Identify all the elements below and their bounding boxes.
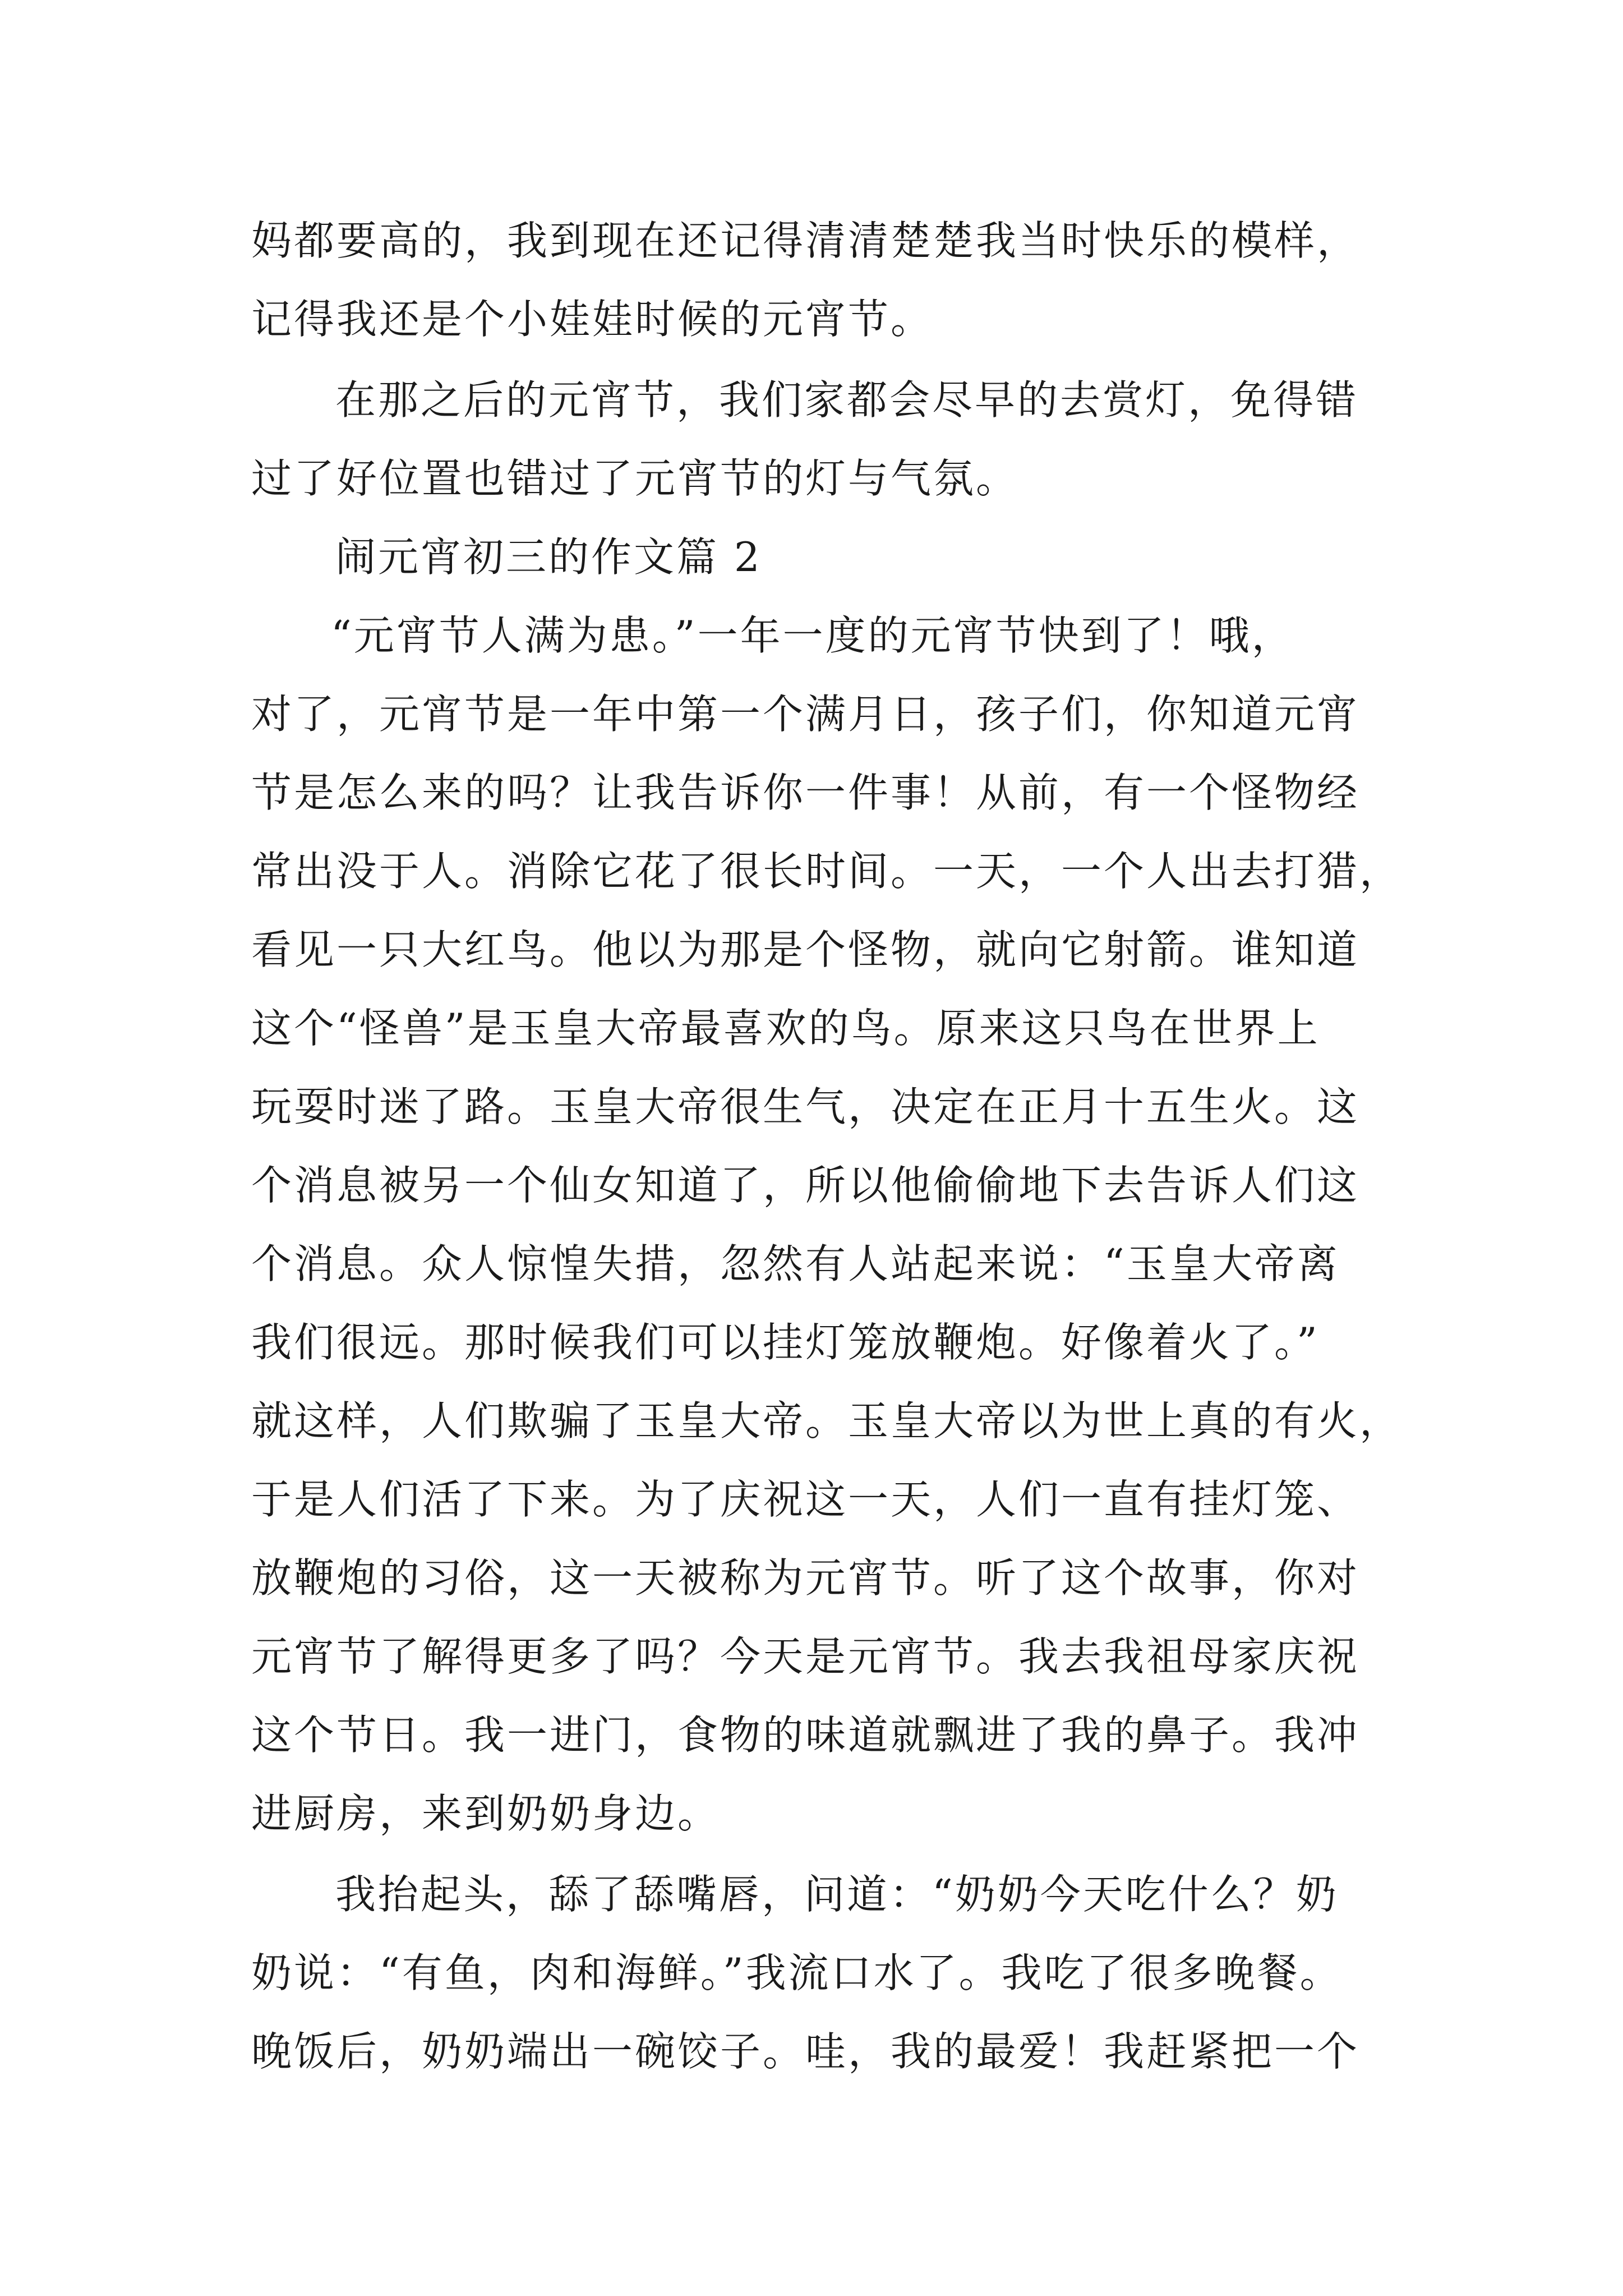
paragraph-line: 节是怎么来的吗？让我告诉你一件事！从前，有一个怪物经 bbox=[251, 769, 1360, 816]
paragraph-line: 个消息被另一个仙女知道了，所以他偷偷地下去告诉人们这 bbox=[251, 1162, 1360, 1209]
paragraph-line: 记得我还是个小娃娃时候的元宵节。 bbox=[251, 296, 934, 343]
paragraph-line: 这个节日。我一进门，食物的味道就飘进了我的鼻子。我冲 bbox=[251, 1711, 1360, 1759]
paragraph-line: 这个“怪兽”是玉皇大帝最喜欢的鸟。原来这只鸟在世界上 bbox=[251, 1005, 1320, 1052]
paragraph-line: 进厨房，来到奶奶身边。 bbox=[251, 1790, 721, 1837]
paragraph-line: 过了好位置也错过了元宵节的灯与气氛。 bbox=[251, 455, 1019, 502]
paragraph-line: 玩耍时迷了路。玉皇大帝很生气，决定在正月十五生火。这 bbox=[251, 1083, 1360, 1130]
paragraph-line: “元宵节人满为患。”一年一度的元宵节快到了！哦， bbox=[331, 612, 1294, 659]
paragraph-line: 于是人们活了下来。为了庆祝这一天，人们一直有挂灯笼、 bbox=[251, 1476, 1360, 1523]
paragraph-line: 对了，元宵节是一年中第一个满月日，孩子们，你知道元宵 bbox=[251, 691, 1360, 738]
paragraph-line: 元宵节了解得更多了吗？今天是元宵节。我去我祖母家庆祝 bbox=[251, 1633, 1360, 1680]
paragraph-line: 晚饭后，奶奶端出一碗饺子。哇，我的最爱！我赶紧把一个 bbox=[251, 2028, 1360, 2075]
paragraph-line: 个消息。众人惊惶失措，忽然有人站起来说：“玉皇大帝离 bbox=[251, 1240, 1340, 1287]
paragraph-line: 看见一只大红鸟。他以为那是个怪物，就向它射箭。谁知道 bbox=[251, 926, 1360, 973]
paragraph-line: 我们很远。那时候我们可以挂灯笼放鞭炮。好像着火了。” bbox=[251, 1319, 1320, 1366]
paragraph-line: 在那之后的元宵节，我们家都会尽早的去赏灯，免得错 bbox=[335, 376, 1359, 424]
paragraph-line: 我抬起头，舔了舔嘴唇，问道：“奶奶今天吃什么？奶 bbox=[335, 1871, 1339, 1918]
paragraph-line: 常出没于人。消除它花了很长时间。一天，一个人出去打猎， bbox=[251, 848, 1403, 895]
paragraph-line: 奶说：“有鱼，肉和海鲜。”我流口水了。我吃了很多晚餐。 bbox=[251, 1949, 1343, 1996]
paragraph-line: 就这样，人们欺骗了玉皇大帝。玉皇大帝以为世上真的有火， bbox=[251, 1397, 1403, 1444]
section-heading: 闹元宵初三的作文篇 2 bbox=[335, 533, 762, 581]
paragraph-line: 妈都要高的，我到现在还记得清清楚楚我当时快乐的模样， bbox=[251, 217, 1360, 264]
paragraph-line: 放鞭炮的习俗，这一天被称为元宵节。听了这个故事，你对 bbox=[251, 1554, 1360, 1602]
